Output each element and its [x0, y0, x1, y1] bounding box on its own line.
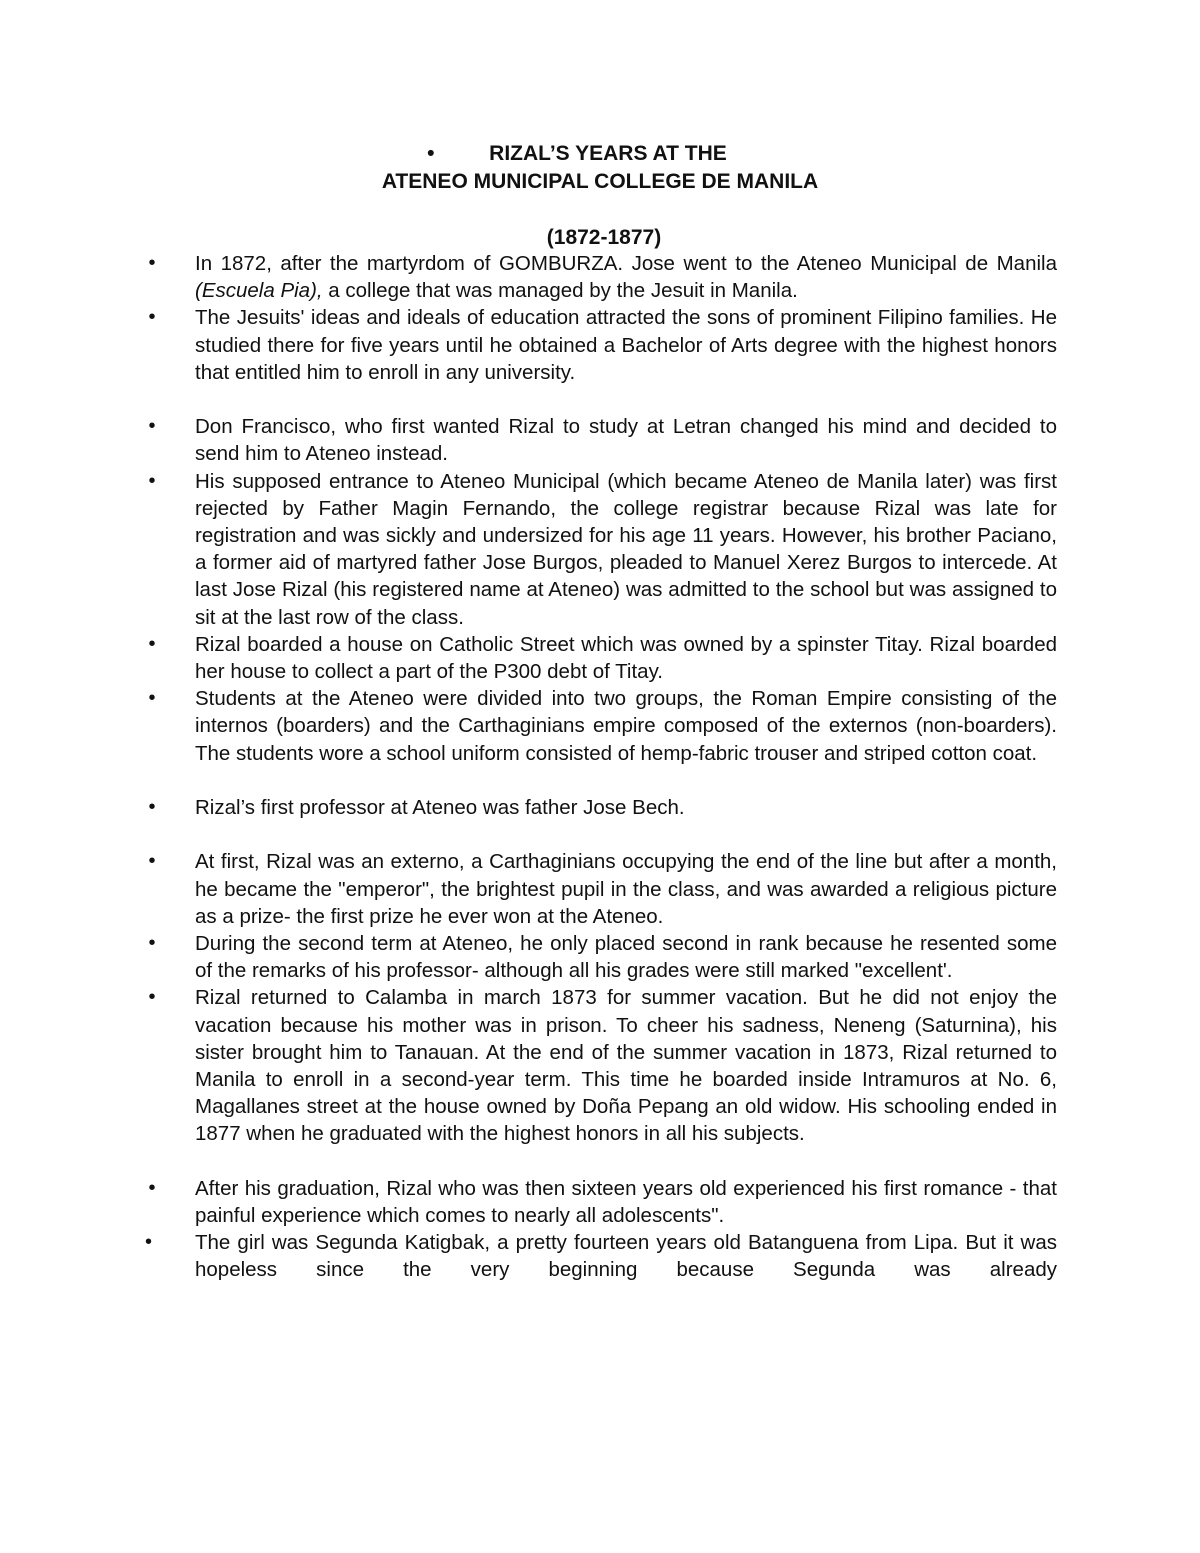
title-line-2: ATENEO MUNICIPAL COLLEGE DE MANILA — [381, 170, 819, 193]
bullet-icon: • — [148, 415, 156, 438]
title-line-1 — [427, 140, 727, 168]
paragraph-text: During the second term at Ateneo, he only placed second in rank because he resented some of the remarks of his professor- although all his grades were still marked "excellent'. — [195, 932, 1057, 983]
paragraph-text: The girl was Segunda Katigbak, a pretty fourteen years old Batanguena from Lipa. But it was hopeless since the very beginning because Segunda was already — [195, 1231, 1057, 1282]
list-item — [0, 631, 1057, 685]
paragraph-text: Students at the Ateneo were divided into two groups, the Roman Empire consisting of the internos (boarders) and the Carthaginians empire composed of the externos (non-boarders). The students wore a school uniform consisted of hemp-fabric trouser and striped cotton coat. — [195, 687, 1057, 765]
paragraph-text: Rizal returned to Calamba in march 1873 for summer vacation. But he did not enjoy the vacation because his mother was in prison. To cheer his sadness, Neneng (Saturnina), his sister brought him to Tanauan. At the end of the summer vacation in 1873, Rizal returned to Manila to enroll in a second-year term. This time he boarded inside Intramuros at No. 6, Magallanes street at the house owned by Doña Pepang an old widow. His schooling ended in 1877 when he graduated with the highest honors in all his subjects. — [195, 986, 1057, 1146]
bullet-icon: • — [148, 796, 156, 819]
paragraph-text: a college that was managed by the Jesuit in Manila. — [322, 279, 798, 303]
bullet-icon: • — [148, 306, 156, 329]
paragraph-text: Rizal’s first professor at Ateneo was father Jose Bech. — [195, 796, 685, 820]
list-item — [0, 1229, 1057, 1283]
paragraph-text: In 1872, after the martyrdom of GOMBURZA. Jose went to the Ateneo Municipal de Manila — [195, 252, 1057, 275]
bullet-list — [0, 250, 1200, 1284]
document-title — [0, 140, 1200, 252]
bullet-icon: • — [148, 1176, 156, 1199]
list-item — [0, 930, 1057, 984]
list-item — [0, 250, 1057, 304]
paragraph-text: After his graduation, Rizal who was then sixteen years old experienced his first romance - that painful experience which comes to nearly all adolescents". — [195, 1176, 1057, 1228]
list-item — [0, 304, 1057, 386]
bullet-icon: • — [148, 986, 156, 1009]
list-item — [0, 468, 1057, 631]
bullet-icon: • — [145, 1231, 153, 1254]
paragraph-text: Don Francisco, who first wanted Rizal to study at Letran changed his mind and decided to send him to Ateneo instead. — [195, 415, 1057, 466]
paragraph-text: Rizal boarded a house on Catholic Street which was owned by a spinster Titay. Rizal boarded her house to collect a part of the P300 debt of Titay. — [195, 632, 1057, 684]
paragraph-text: At first, Rizal was an externo, a Carthaginians occupying the end of the line but after a month, he became the "emperor", the brightest pupil in the class, and was awarded a religious picture as a prize- the first prize he ever won at the Ateneo. — [195, 850, 1057, 928]
list-item — [0, 685, 1057, 767]
bullet-icon: • — [148, 932, 156, 955]
bullet-icon: • — [148, 252, 156, 274]
bullet-icon: • — [148, 687, 156, 710]
list-item — [0, 848, 1057, 930]
list-item — [0, 1175, 1057, 1229]
paragraph-text: The Jesuits' ideas and ideals of education attracted the sons of prominent Filipino families. He studied there for five years until he obtained a Bachelor of Arts degree with the highest honors that entitled him to enroll in any university. — [195, 306, 1057, 384]
paragraph-italic-text: (Escuela Pia), — [195, 279, 323, 303]
list-item — [0, 984, 1057, 1147]
bullet-icon: • — [427, 142, 435, 165]
bullet-icon: • — [148, 469, 156, 492]
paragraph-text: His supposed entrance to Ateneo Municipal (which became Ateneo de Manila later) was first rejected by Father Magin Fernando, the college registrar because Rizal was late for registration and was sickly and undersized for his age 11 years. However, his brother Paciano, a former aid of martyred father Jose Burgos, pleaded to Manuel Xerez Burgos to intercede. At last Jose Rizal (his registered name at Ateneo) was admitted to the school but was assigned to sit at the last row of the class. — [195, 469, 1057, 629]
title-years: (1872-1877) — [546, 226, 662, 249]
list-item — [0, 413, 1057, 467]
bullet-icon: • — [148, 632, 156, 655]
list-item — [0, 794, 1057, 821]
bullet-icon: • — [148, 850, 156, 873]
title-text-1: RIZAL’S YEARS AT THE — [489, 142, 727, 165]
